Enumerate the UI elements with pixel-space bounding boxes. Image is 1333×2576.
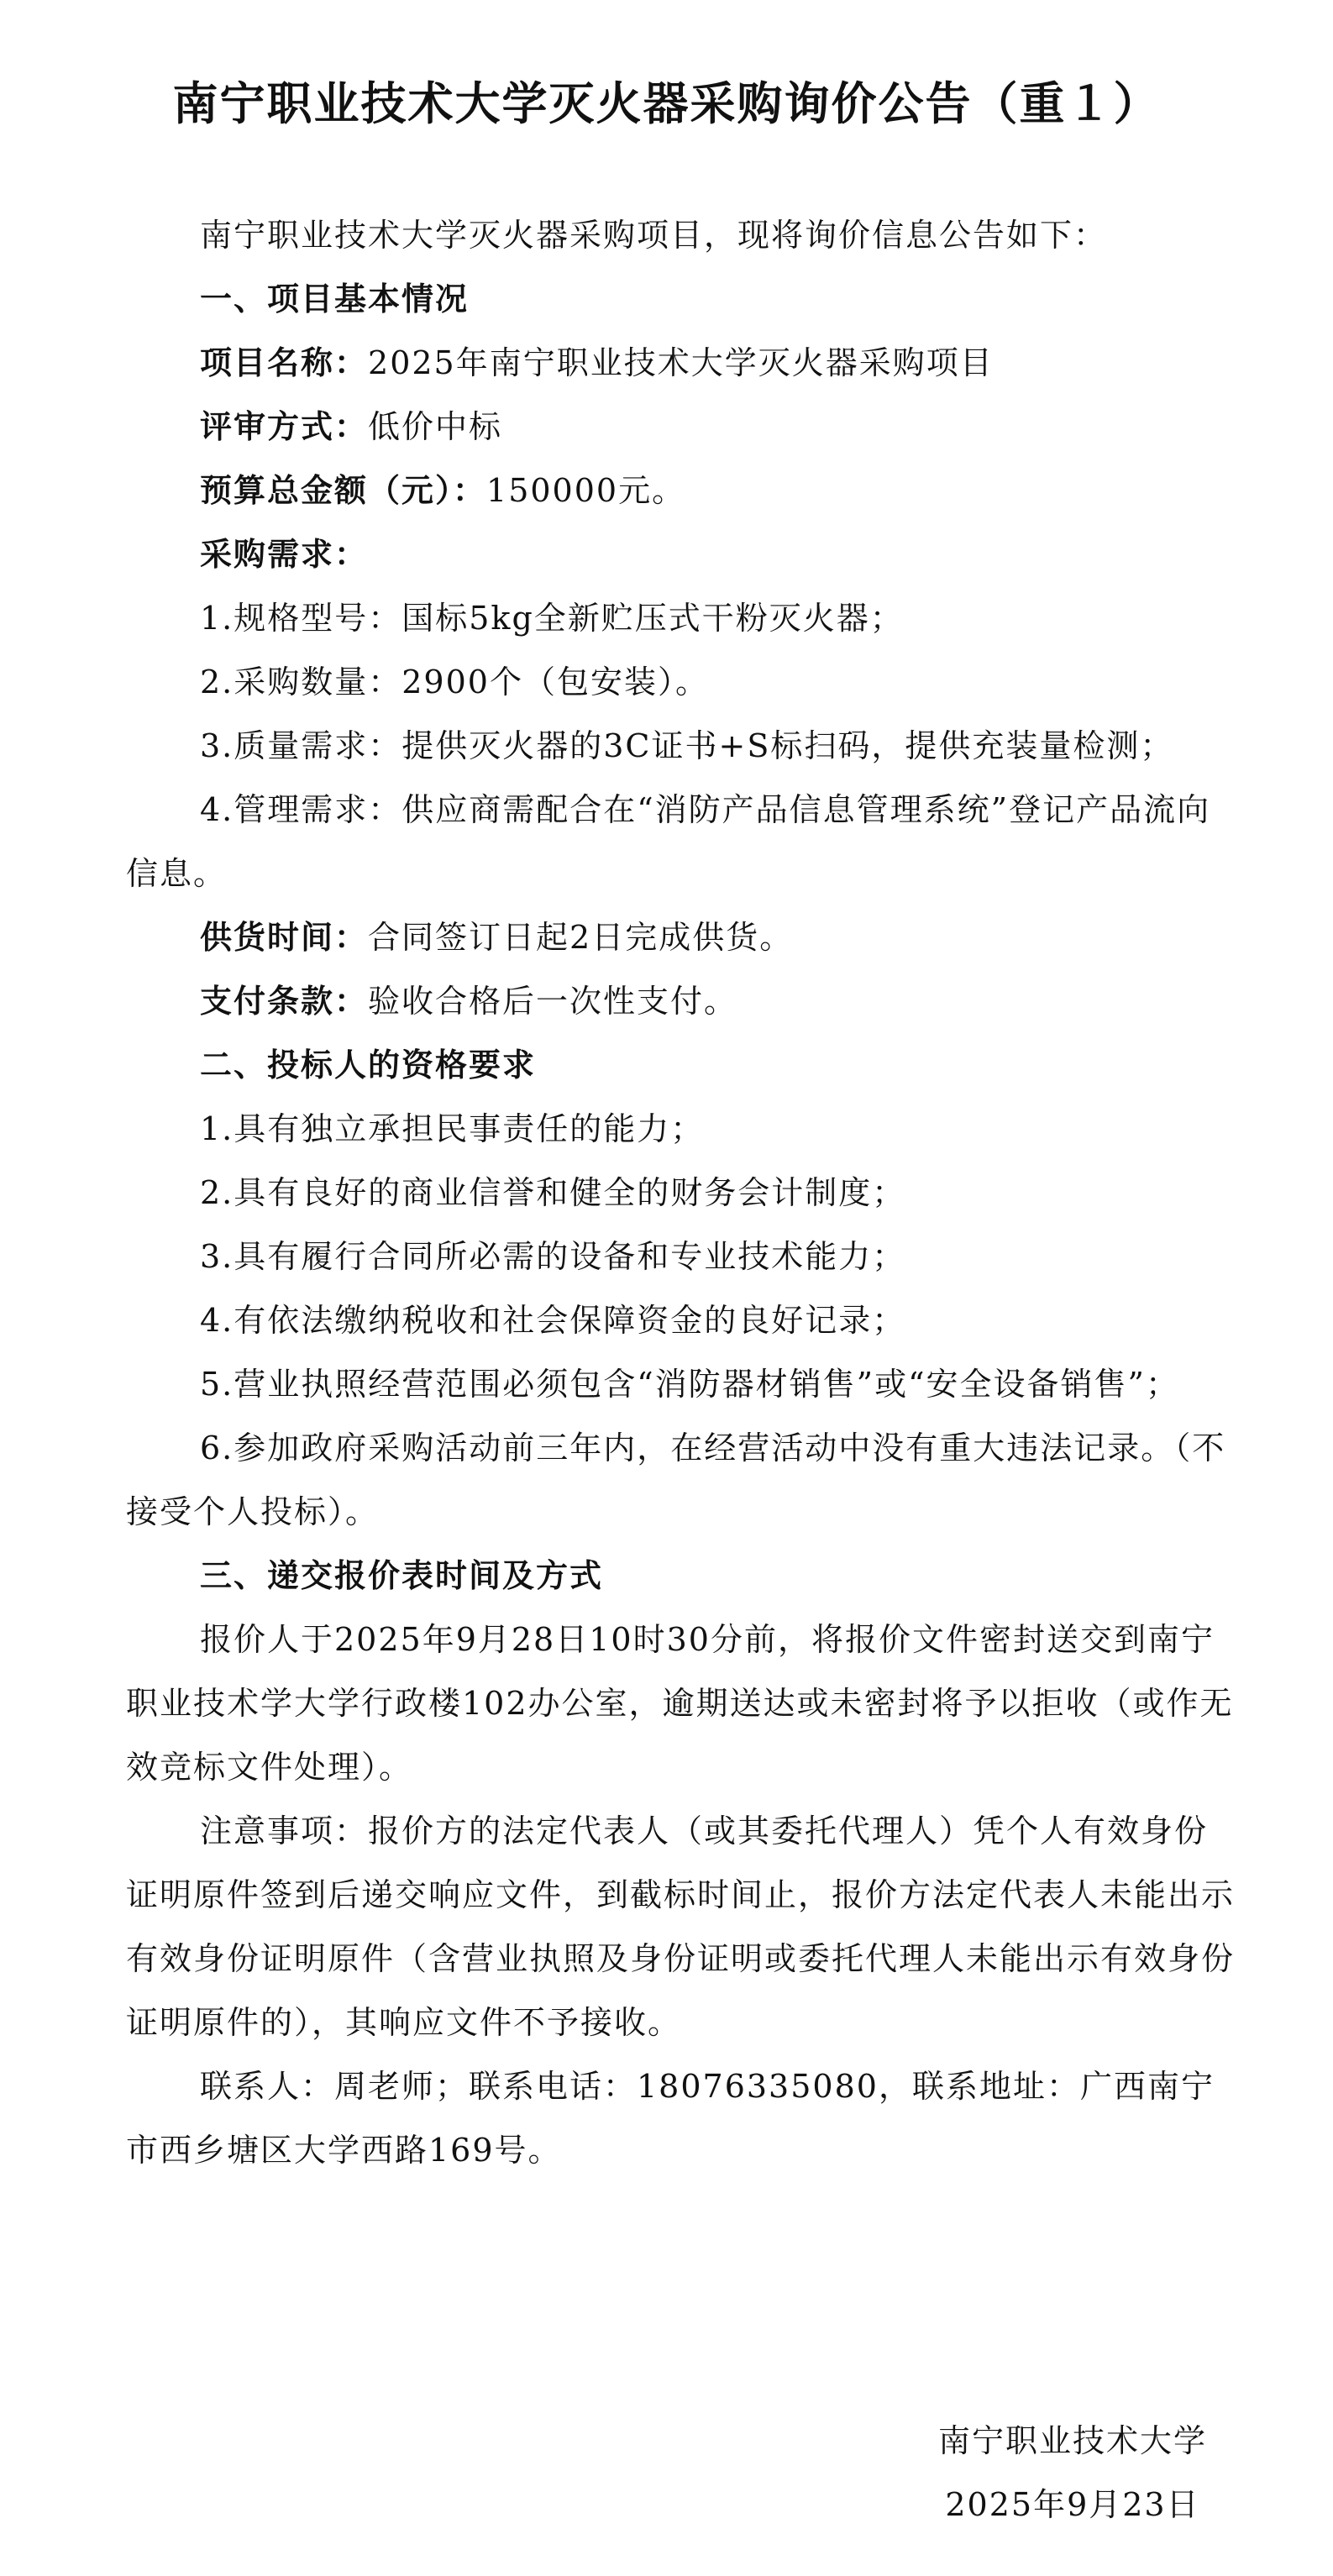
intro-paragraph: 南宁职业技术大学灭火器采购项目，现将询价信息公告如下： [200, 217, 1108, 254]
requirement-item: 2.采购数量：2900个（包安装）。 [200, 664, 709, 700]
review-method-label: 评审方式： [200, 408, 369, 445]
qualification-item: 4.有依法缴纳税收和社会保障资金的良好记录； [200, 1302, 906, 1339]
payment-line [126, 969, 1235, 1033]
document-title: 南宁职业技术大学灭火器采购询价公告（重１） [172, 76, 1161, 130]
requirement-item: 3.质量需求：提供灭火器的3C证书+S标扫码，提供充装量检测； [200, 727, 1174, 764]
delivery-value: 合同签订日起2日完成供货。 [368, 919, 794, 956]
document-body [126, 203, 1235, 2182]
qualification-item: 1.具有独立承担民事责任的能力； [200, 1110, 705, 1147]
budget-value: 150000元。 [486, 472, 686, 509]
project-name-line [126, 331, 1235, 395]
qualification-item: 5.营业执照经营范围必须包含“消防器材销售”或“安全设备销售”； [200, 1366, 1179, 1403]
payment-label: 支付条款： [200, 983, 369, 1020]
submission-paragraph: 报价人于2025年9月28日10时30分前，将报价文件密封送交到南宁职业技术学大学行政楼102办公室，逾期送达或未密封将予以拒收（或作无效竞标文件处理）。 [126, 1621, 1234, 1786]
signoff-block [938, 2409, 1207, 2537]
requirement-item: 1.规格型号：国标5kg全新贮压式干粉灭火器； [200, 600, 904, 637]
review-method-value: 低价中标 [368, 408, 503, 445]
signoff-date: 2025年9月23日 [945, 2486, 1200, 2523]
qualification-item: 6.参加政府采购活动前三年内，在经营活动中没有重大违法记录。（不接受个人投标）。 [126, 1430, 1226, 1530]
qualification-item: 2.具有良好的商业信誉和健全的财务会计制度； [200, 1174, 906, 1211]
delivery-label: 供货时间： [200, 919, 369, 956]
delivery-line [126, 905, 1235, 969]
signoff-organization: 南宁职业技术大学 [937, 2422, 1207, 2459]
budget-label: 预算总金额（元）： [200, 472, 487, 509]
contact-paragraph: 联系人：周老师；联系电话：18076335080，联系地址：广西南宁市西乡塘区大学西路169号。 [126, 2068, 1215, 2169]
budget-line [126, 459, 1235, 522]
requirements-label: 采购需求： [200, 536, 369, 573]
project-name-value: 2025年南宁职业技术大学灭火器采购项目 [368, 344, 994, 381]
requirement-item: 4.管理需求：供应商需配合在“消防产品信息管理系统”登记产品流向信息。 [126, 791, 1211, 892]
section1-heading: 一、项目基本情况 [200, 281, 470, 317]
section3-heading: 三、递交报价表时间及方式 [200, 1557, 604, 1594]
review-method-line [126, 395, 1235, 459]
qualification-item: 3.具有履行合同所必需的设备和专业技术能力； [200, 1238, 906, 1275]
section2-heading: 二、投标人的资格要求 [200, 1047, 537, 1083]
payment-value: 验收合格后一次性支付。 [368, 983, 738, 1020]
project-name-label: 项目名称： [200, 344, 369, 381]
notice-paragraph: 注意事项：报价方的法定代表人（或其委托代理人）凭个人有效身份证明原件签到后递交响应文件，到截标时间止，报价方法定代表人未能出示有效身份证明原件（含营业执照及身份证明或委托代理人未能出示有效身份证明原件的），其响应文件不予接收。 [126, 1813, 1236, 2041]
